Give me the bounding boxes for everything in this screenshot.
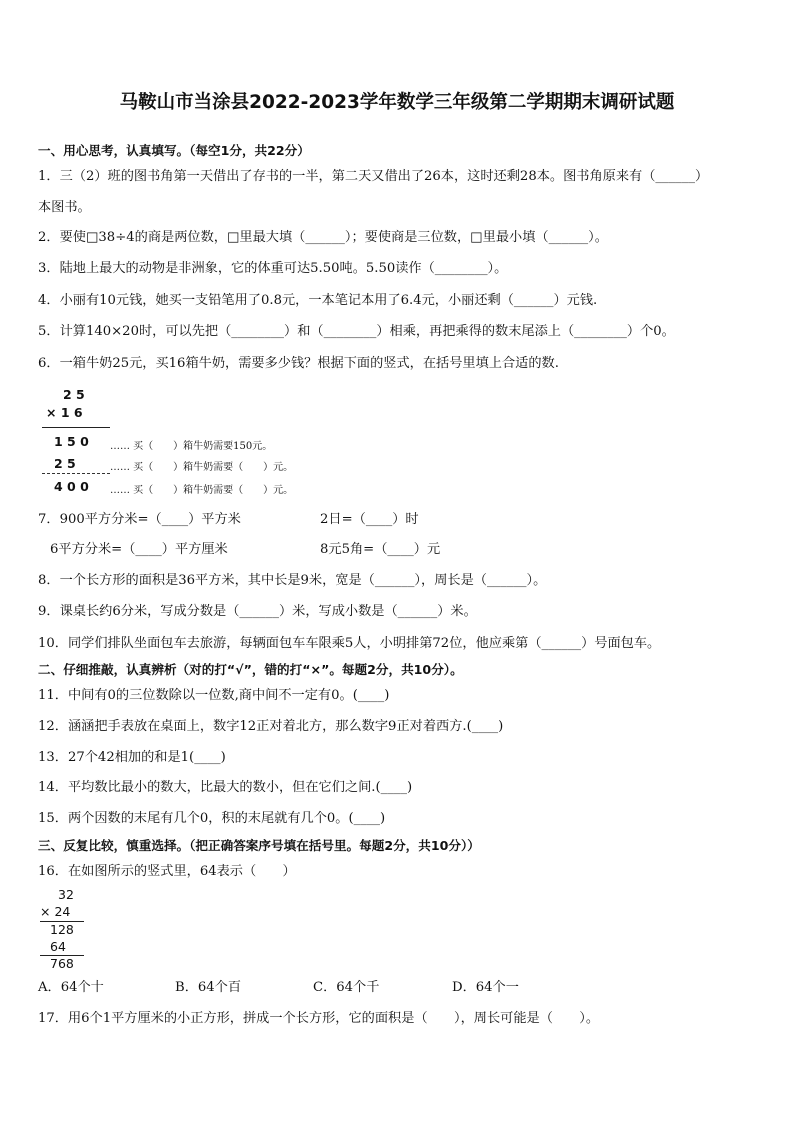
question-14: 14．平均数比最小的数大，比最大的数小，但在它们之间.(____) <box>38 780 413 795</box>
question-3: 3．陆地上最大的动物是非洲象，它的体重可达5.50吨。5.50读作（________）。 <box>38 261 508 276</box>
question-13: 13．27个42相加的和是1(____) <box>38 750 226 765</box>
q6-note-3: …… 买（ ）箱牛奶需要（ ）元。 <box>110 485 294 496</box>
question-7-d: 8元5角=（____）元 <box>320 542 441 557</box>
section-1-heading: 一、用心思考，认真填写。（每空1分，共22分） <box>38 143 310 158</box>
q6-note-1: …… 买（ ）箱牛奶需要150元。 <box>110 441 273 452</box>
q6-top-number: 2 5 <box>63 387 85 402</box>
q6-multiplier: × 1 6 <box>46 405 83 420</box>
question-5: 5．计算140×20时，可以先把（________）和（________）相乘，再把乘得的数末尾添上（________）个0。 <box>38 324 675 339</box>
question-1: 1．三（2）班的图书角第一天借出了存书的一半，第二天又借出了26本，这时还剩28本。图书角原来有（______） <box>38 169 709 184</box>
question-10: 10．同学们排队坐面包车去旅游，每辆面包车车限乘5人，小明排第72位，他应乘第（______）号面包车。 <box>38 636 661 651</box>
question-16: 16．在如图所示的竖式里，64表示（ ） <box>38 864 296 879</box>
question-8: 8．一个长方形的面积是36平方米，其中长是9米，宽是（______），周长是（______）。 <box>38 573 547 588</box>
q16-option-b: B．64个百 <box>175 980 242 995</box>
q16-partial-2: 64 <box>50 939 66 954</box>
q6-partial-1: 1 5 0 <box>54 434 89 449</box>
question-17: 17．用6个1平方厘米的小正方形，拼成一个长方形，它的面积是（ ），周长可能是（ ）。 <box>38 1011 600 1026</box>
question-7-c: 6平方分米=（____）平方厘米 <box>50 542 228 557</box>
q16-option-c: C．64个千 <box>313 980 380 995</box>
q6-result: 4 0 0 <box>54 479 89 494</box>
question-7-a: 7．900平方分米=（____）平方米 <box>38 512 241 527</box>
q6-line-2 <box>42 473 110 474</box>
question-1-continued: 本图书。 <box>38 200 91 215</box>
section-2-heading: 二、仔细推敲，认真辨析（对的打“√”，错的打“×”。每题2分，共10分）。 <box>38 662 463 677</box>
q16-top-number: 32 <box>58 887 74 902</box>
question-7-b: 2日=（____）时 <box>320 512 419 527</box>
q16-option-a: A．64个十 <box>38 980 104 995</box>
q6-note-2: …… 买（ ）箱牛奶需要（ ）元。 <box>110 462 294 473</box>
q6-line-1 <box>42 427 110 428</box>
section-3-heading: 三、反复比较，慎重选择。（把正确答案序号填在括号里。每题2分，共10分）） <box>38 838 480 853</box>
question-15: 15．两个因数的末尾有几个0，积的末尾就有几个0。(____) <box>38 811 386 826</box>
question-9: 9．课桌长约6分米，写成分数是（______）米，写成小数是（______）米。 <box>38 604 477 619</box>
question-2: 2．要使□38÷4的商是两位数，□里最大填（______）；要使商是三位数，□里最小填（______）。 <box>38 230 608 245</box>
question-4: 4．小丽有10元钱，她买一支铅笔用了0.8元，一本笔记本用了6.4元，小丽还剩（______）元钱. <box>38 293 598 308</box>
q16-option-d: D．64个一 <box>452 980 519 995</box>
question-6: 6．一箱牛奶25元，买16箱牛奶，需要多少钱？根据下面的竖式，在括号里填上合适的数. <box>38 356 559 371</box>
q6-partial-2: 2 5 <box>54 456 76 471</box>
page-title: 马鞍山市当涂县2022-2023学年数学三年级第二学期期末调研试题 <box>119 92 675 113</box>
question-12: 12．涵涵把手表放在桌面上，数字12正对着北方，那么数字9正对着西方.(____) <box>38 719 504 734</box>
q16-result: 768 <box>50 956 74 971</box>
question-11: 11．中间有0的三位数除以一位数,商中间不一定有0。(____) <box>38 688 390 703</box>
q16-multiplier: × 24 <box>40 904 71 919</box>
q16-partial-1: 128 <box>50 922 74 937</box>
